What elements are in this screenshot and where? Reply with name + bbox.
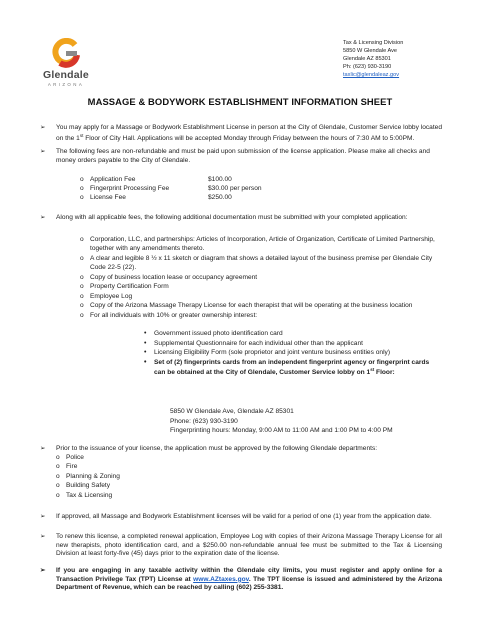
fee-amount: $100.00: [208, 176, 232, 183]
contact-block: [343, 40, 403, 80]
list-item: o Planning & Zoning: [56, 472, 120, 480]
paragraph-fees: ➢ The following fees are non-refundable and must be paid upon submission of the license application. Please make all checks and money orders payable to the City of Glendale.: [40, 148, 430, 164]
department-list: [56, 454, 418, 501]
arrow-bullet-icon: ➢: [40, 533, 46, 540]
fee-amount: $250.00: [208, 194, 232, 202]
list-item: • Government issued photo identification card: [144, 330, 283, 337]
arrow-bullet-icon: ➢: [40, 567, 46, 574]
contact-line: Glendale AZ 85301: [343, 55, 391, 62]
glendale-logo: [36, 38, 96, 88]
document-title: MASSAGE & BODYWORK ESTABLISHMENT INFORMATION SHEET: [87, 96, 393, 107]
paragraph-renewal: ➢ To renew this license, a completed renewal application, Employee Log with copies of their Arizona Massage Therapy License for all new therapists, photo identification card, and a $250.00 non-refundable annual fee must be submitted to the Tax & Licensing Division at least forty-five (45) days prior to the expiration date of the license.: [40, 533, 442, 558]
fee-label: Application Fee: [90, 176, 136, 183]
fee-label: Fingerprint Processing Fee: [90, 185, 170, 193]
list-item: o A clear and legible 8 ½ x 11 sketch or diagram that shows a detailed layout of the business premise per Glendale City Code 22-5 (22).: [80, 255, 433, 271]
list-item: • Supplemental Questionnaire for each individual other than the applicant: [144, 339, 363, 347]
list-item: o Copy of business location lease or occupancy agreement: [80, 274, 258, 281]
email-link[interactable]: taxlic@glendaleaz.gov: [343, 71, 400, 78]
ownership-requirements-list: [144, 330, 442, 378]
list-item: o Police: [56, 454, 84, 461]
fee-row: o Fingerprint Processing Fee $30.00 per person: [80, 185, 262, 194]
glendale-g-icon: [51, 38, 81, 68]
fee-amount: $30.00 per person: [208, 185, 262, 193]
list-item: o Corporation, LLC, and partnerships: Articles of Incorporation, Article of Organization, Certificate of Limited Partnership, together with any amendments thereto.: [80, 236, 435, 252]
list-item: • Licensing Eligibility Form (sole proprietor and joint venture business entities only): [144, 349, 391, 357]
contact-line: Ph: (623) 930-3190: [343, 63, 392, 70]
logo-wordmark: Glendale: [43, 69, 89, 81]
list-item: o Property Certification Form: [80, 283, 169, 291]
arrow-bullet-icon: ➢: [40, 124, 46, 131]
aztaxes-link[interactable]: www.AZtaxes.gov: [193, 575, 249, 583]
fee-list: [80, 176, 262, 204]
contact-line: Tax & Licensing Division: [343, 40, 404, 46]
list-item: o Fire: [56, 463, 78, 471]
fee-label: License Fee: [90, 194, 126, 202]
arrow-bullet-icon: ➢: [40, 214, 46, 221]
paragraph-documentation: ➢ Along with all applicable fees, the following additional documentation must be submitted with your completed application:: [40, 214, 408, 221]
contact-line: 5850 W Glendale Ave: [343, 47, 398, 54]
arrow-bullet-icon: ➢: [40, 148, 46, 155]
fee-row: o Application Fee $100.00: [80, 176, 262, 185]
list-item-fingerprint: • Set of (2) fingerprints cards from an independent fingerprint agency or fingerprint cards can be obtained at the City of Glendale, Customer Service lobby on 1st Floor:: [144, 358, 430, 377]
list-item: o Tax & Licensing: [56, 491, 113, 499]
paragraph-validity: ➢ If approved, all Massage and Bodywork Establishment licenses will be valid for a period of one (1) year from the application date.: [40, 513, 432, 520]
paragraph-approval: ➢ Prior to the issuance of your license, the application must be approved by the following Glendale departments:: [40, 445, 378, 452]
documentation-list: [80, 236, 442, 321]
arrow-bullet-icon: ➢: [40, 445, 46, 452]
list-item: o Copy of the Arizona Massage Therapy License for each therapist that will be operating at the business location: [80, 302, 413, 310]
paragraph-apply-in-person: ➢ You may apply for a Massage or Bodywork Establishment License in person at the City of Glendale, Customer Service lobby located on the 1st Floor of City Hall. Applications will be accepted Monday through Friday between the hours of 7:30 AM to 5:00PM.: [40, 124, 442, 142]
arrow-bullet-icon: ➢: [40, 513, 46, 520]
list-item: o Employee Log: [80, 292, 133, 300]
list-item: o For all individuals with 10% or greater ownership interest:: [80, 311, 258, 319]
list-item: o Building Safety: [56, 482, 110, 490]
fingerprint-location: 5850 W Glendale Ave, Glendale AZ 85301 Phone: (623) 930-3190 Fingerprinting hours: Monday, 9:00 AM to 11:00 AM and 1:00 PM to 4:00 PM: [170, 408, 393, 435]
logo-subtitle: ARIZONA: [47, 81, 85, 87]
fee-row: o License Fee $250.00: [80, 194, 262, 203]
paragraph-tpt-license: ➢ If you are engaging in any taxable activity within the Glendale city limits, you must register and apply online for a Transaction Privilege Tax (TPT) License at www.AZtaxes.gov. The TPT license is issued and administered by the Arizona Department of Revenue, which can be reached by calling (602) 255-3381.: [40, 567, 442, 592]
